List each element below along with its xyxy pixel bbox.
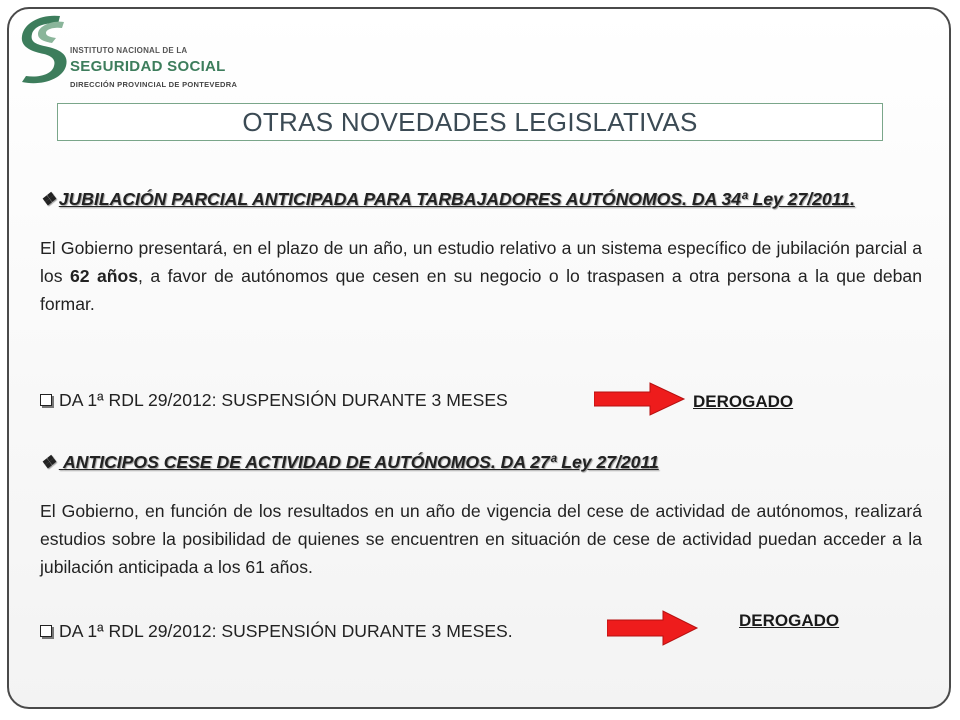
section1-paragraph: [40, 234, 922, 318]
section2-heading: [40, 449, 922, 475]
section2-item: [40, 621, 513, 642]
diamond-bullet-icon: ❖: [40, 189, 56, 209]
section2-block: [40, 449, 922, 581]
section1-paragraph-bold: 62 años: [69, 266, 139, 286]
org-line-3: DIRECCIÓN PROVINCIAL DE PONTEVEDRA: [70, 80, 238, 89]
section2-heading-text: ANTICIPOS CESE DE ACTIVIDAD DE AUTÓNOMOS. DA 27ª Ley 27/2011: [63, 452, 659, 472]
section2-item-text: DA 1ª RDL 29/2012: SUSPENSIÓN DURANTE 3 MESES.: [59, 621, 513, 641]
org-line-2: SEGURIDAD SOCIAL: [70, 58, 226, 75]
seguridad-social-logo-icon: [12, 12, 74, 86]
section1-heading-text: JUBILACIÓN PARCIAL ANTICIPADA PARA TARBAJADORES AUTÓNOMOS. DA 34ª Ley 27/2011.: [58, 189, 855, 209]
section1-paragraph-text: El Gobierno presentará, en el plazo de un año, un estudio relativo a un sistema específico de jubilación parcial a los: [40, 238, 922, 286]
checkbox-bullet-icon: [40, 625, 52, 637]
checkbox-bullet-icon: [40, 394, 52, 406]
section1-status: DEROGADO: [693, 392, 794, 411]
org-line-1: INSTITUTO NACIONAL DE LA: [70, 46, 188, 55]
section2-paragraph: El Gobierno, en función de los resultados en un año de vigencia del cese de actividad de autónomos, realizará estudios sobre la posibilidad de quienes se encuentren en situación de cese de actividad puedan acceder a la jubilación anticipada a los 61 años.: [40, 501, 922, 577]
section1-paragraph-text-end: , a favor de autónomos que cesen en su negocio o lo traspasen a otra persona a la que deban formar.: [40, 266, 922, 314]
section1-block: [40, 186, 922, 318]
diamond-bullet-icon: ❖: [40, 452, 56, 472]
section1-item: [40, 390, 508, 411]
red-arrow-icon: [594, 382, 686, 416]
section1-heading: [40, 186, 922, 212]
red-arrow-icon: [607, 610, 699, 646]
slide-title: OTRAS NOVEDADES LEGISLATIVAS: [57, 103, 883, 141]
section1-item-text: DA 1ª RDL 29/2012: SUSPENSIÓN DURANTE 3 MESES: [59, 390, 508, 410]
section2-status: DEROGADO: [739, 611, 840, 630]
